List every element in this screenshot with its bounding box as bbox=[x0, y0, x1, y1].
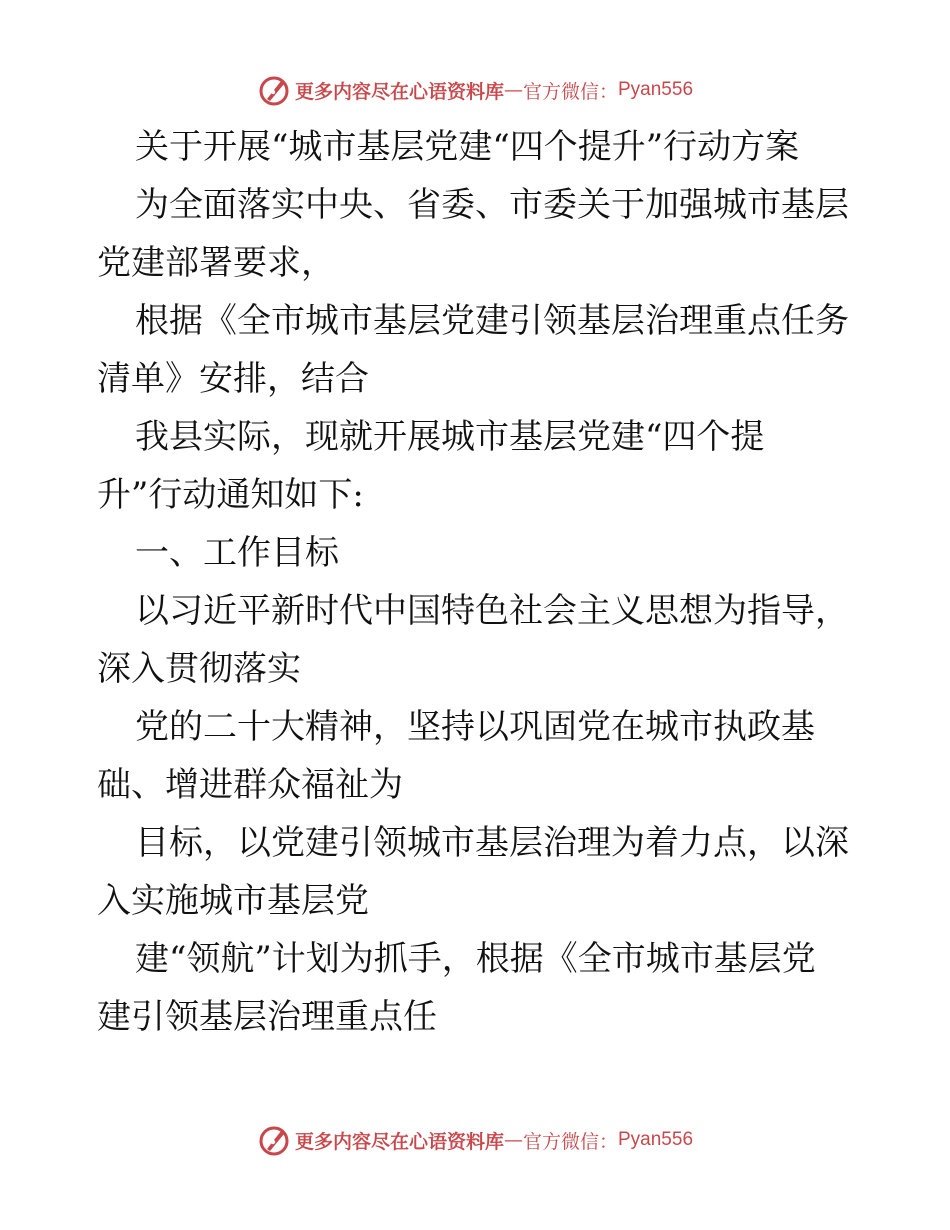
document-line: 关于开展“城市基层党建“四个提升”行动方案 bbox=[135, 127, 800, 167]
document-line: 为全面落实中央、省委、市委关于加强城市基层 bbox=[135, 185, 849, 225]
watermark-text: 更多内容尽在心语资料库 bbox=[294, 1130, 504, 1153]
watermark-wechat-label: 官方微信： bbox=[522, 80, 618, 103]
document-line: 目标，以党建引领城市基层治理为着力点，以深 bbox=[135, 823, 849, 863]
document-line: 建“领航”计划为抓手，根据《全市城市基层党 bbox=[135, 939, 816, 979]
header-watermark bbox=[0, 72, 950, 108]
document-line: 入实施城市基层党 bbox=[97, 881, 369, 921]
watermark-wechat-id: Pyan556 bbox=[618, 1129, 694, 1150]
document-line: 一、工作目标 bbox=[135, 533, 339, 573]
document-line: 深入贯彻落实 bbox=[97, 649, 301, 689]
document-line: 以习近平新时代中国特色社会主义思想为指导， bbox=[135, 591, 849, 631]
quill-logo-icon bbox=[257, 1123, 291, 1157]
document-line: 升”行动通知如下: bbox=[97, 475, 364, 515]
document-line: 党的二十大精神，坚持以巩固党在城市执政基 bbox=[135, 707, 815, 747]
document-line: 础、增进群众福祉为 bbox=[97, 765, 403, 805]
document-line: 根据《全市城市基层党建引领基层治理重点任务 bbox=[135, 301, 849, 341]
watermark-wechat-label: 官方微信： bbox=[522, 1130, 618, 1153]
document-line: 清单》安排，结合 bbox=[97, 359, 369, 399]
quill-logo-icon bbox=[257, 73, 291, 107]
document-line: 建引领基层治理重点任 bbox=[97, 997, 437, 1037]
document-line: 党建部署要求， bbox=[97, 243, 335, 283]
document-line: 我县实际，现就开展城市基层党建“四个提 bbox=[135, 417, 765, 457]
watermark-dash: — bbox=[503, 1129, 523, 1151]
watermark-wechat-id: Pyan556 bbox=[618, 79, 694, 100]
footer-watermark bbox=[0, 1122, 950, 1158]
document-body bbox=[97, 118, 857, 1046]
watermark-text: 更多内容尽在心语资料库 bbox=[294, 80, 504, 103]
watermark-dash: — bbox=[503, 79, 523, 101]
